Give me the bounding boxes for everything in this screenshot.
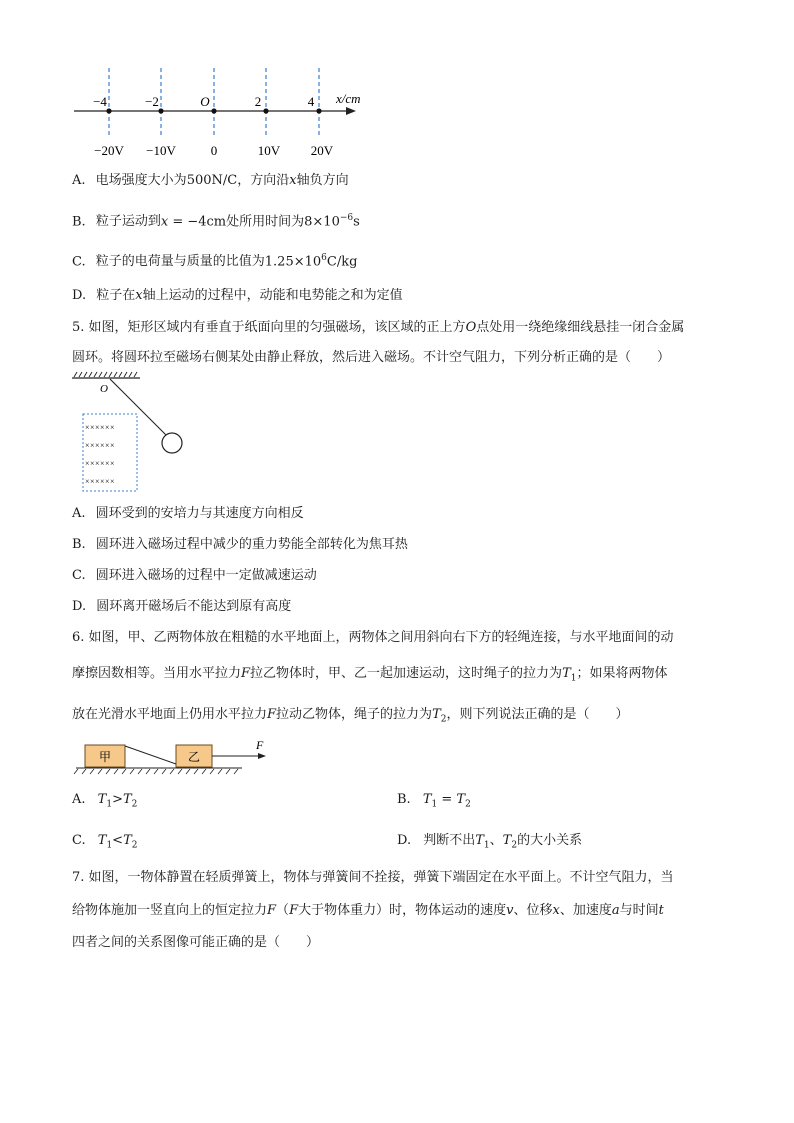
ground-hatch (74, 769, 238, 774)
q6-stem-line1 (72, 629, 674, 647)
question-number: 5. (72, 320, 85, 335)
point-o: O (465, 320, 477, 335)
potential-label: 10V (257, 143, 281, 158)
question-number: 6. (72, 630, 85, 645)
q4-option-b[interactable] (72, 209, 360, 231)
option-text: 判断不出 (423, 833, 476, 848)
ratio-base: 1.25×10 (264, 254, 322, 270)
stem-text: ；如果将两物体 (576, 666, 668, 681)
equation: = −4cm (168, 214, 227, 230)
stem-text: 圆环。将圆环拉至磁场右侧某处由静止释放，然后进入磁场。不计空气阻力，下列分析正确的是（ ） (72, 350, 671, 365)
force-f: F (289, 903, 299, 918)
block-jia-label: 甲 (98, 750, 112, 764)
stem-text: 点处用一绕绝缘细线悬挂一闭合金属 (476, 320, 685, 335)
tension-t: T (502, 833, 512, 848)
relation: > (112, 792, 123, 807)
q5-option-d[interactable] (72, 598, 291, 616)
axis-point (158, 108, 163, 113)
variable-x: x (160, 214, 169, 230)
axis-point (316, 108, 321, 113)
stem-text: 放在光滑水平地面上仍用水平拉力 (72, 707, 268, 722)
q7-stem-line3 (72, 934, 319, 952)
subscript: 2 (440, 714, 447, 725)
option-text: 圆环进入磁场过程中减少的重力势能全部转化为焦耳热 (95, 537, 408, 552)
thread (110, 379, 167, 436)
stem-text: 拉动乙物体，绳子的拉力为 (276, 707, 433, 722)
field-row: ×××××× (85, 477, 116, 486)
metal-ring (162, 433, 182, 453)
time-exponent: −6 (339, 213, 354, 223)
option-text: 电场强度大小为 (95, 173, 187, 188)
q5-stem-line2 (72, 349, 670, 367)
position-label: −4 (93, 94, 107, 109)
field-row: ×××××× (85, 423, 116, 432)
q4-option-d[interactable] (72, 287, 403, 305)
stem-text: 如图，一物体静置在轻质弹簧上，物体与弹簧间不拴接，弹簧下端固定在水平面上。不计空气阻力，当 (88, 870, 674, 885)
potential-label: 0 (210, 143, 218, 158)
option-text: 轴上运动的过程中，动能和电势能之和为定值 (142, 288, 403, 303)
question-number: 7. (72, 870, 85, 885)
subscript: 2 (131, 799, 138, 810)
option-text: 轴负方向 (296, 173, 349, 188)
q6-option-d[interactable] (397, 832, 582, 855)
field-row: ×××××× (85, 441, 116, 450)
tension-t: T (456, 792, 466, 807)
q7-stem-line2 (72, 902, 664, 920)
option-letter: D. (72, 599, 87, 614)
potential-label: 20V (310, 143, 334, 158)
ratio-unit: C/kg (326, 254, 358, 270)
origin-label: O (200, 94, 210, 109)
potential-axis-figure (60, 62, 380, 164)
option-letter: B. (397, 792, 411, 807)
pull-force-arrowhead (258, 753, 266, 759)
stem-text: 拉乙物体时，甲、乙一起加速运动，这时绳子的拉力为 (250, 666, 563, 681)
subscript: 2 (131, 840, 138, 851)
position-label: 2 (254, 94, 262, 109)
force-f: F (241, 666, 251, 681)
option-text: 粒子的电荷量与质量的比值为 (95, 254, 265, 270)
option-text: 圆环受到的安培力与其速度方向相反 (95, 506, 304, 521)
force-label: F (256, 738, 264, 752)
velocity-v: v (506, 903, 514, 918)
field-value: 500N/C (186, 173, 238, 188)
q4-option-c[interactable] (72, 249, 357, 271)
time-base: 8×10 (304, 214, 340, 230)
potential-label: −20V (94, 143, 124, 158)
tension-t: T (122, 792, 132, 807)
stem-text: 如图，矩形区域内有垂直于纸面向里的匀强磁场，该区域的正上方 (88, 320, 466, 335)
option-letter: A. (72, 173, 86, 188)
relation: = (437, 792, 457, 807)
ceiling-hatch (74, 372, 137, 377)
time-unit: s (353, 214, 360, 230)
option-text: 粒子运动到 (95, 214, 161, 230)
stem-text: 、加速度 (559, 903, 612, 918)
subscript: 1 (483, 840, 490, 851)
variable-x: x (289, 173, 297, 188)
tension-t: T (97, 833, 107, 848)
two-blocks-figure (72, 736, 272, 776)
axis-point (211, 108, 216, 113)
option-text: ，方向沿 (237, 173, 290, 188)
q6-option-b[interactable] (397, 791, 471, 814)
stem-text: 四者之间的关系图像可能正确的是（ ） (72, 935, 320, 950)
field-row: ×××××× (85, 459, 116, 468)
option-letter: A. (72, 792, 86, 807)
subscript: 2 (511, 840, 518, 851)
tension-t: T (475, 833, 484, 848)
option-text: 的大小关系 (517, 833, 583, 848)
rope (125, 746, 176, 764)
option-text: 粒子在 (96, 288, 136, 303)
q5-option-c[interactable] (72, 567, 317, 585)
option-letter: D. (72, 288, 87, 303)
variable-x: x (135, 288, 143, 303)
q6-stem-line3 (72, 706, 628, 729)
potential-label: −10V (146, 143, 176, 158)
stem-text: 摩擦因数相等。当用水平拉力 (72, 666, 242, 681)
axis-point (106, 108, 111, 113)
pivot-label: O (100, 383, 108, 395)
x-axis-arrow (346, 107, 356, 115)
q6-stem-line2 (72, 665, 667, 688)
axis-point (263, 108, 268, 113)
stem-text: 、位移 (513, 903, 553, 918)
stem-text: ，则下列说法正确的是（ ） (446, 707, 629, 722)
relation: < (112, 833, 124, 848)
q7-stem-line1 (72, 869, 674, 887)
subscript: 1 (106, 840, 113, 851)
pendulum-magnetic-field-figure (70, 370, 200, 500)
option-text: 、 (489, 833, 503, 848)
q5-option-b[interactable] (72, 536, 408, 554)
subscript: 1 (106, 799, 113, 810)
position-label: −2 (145, 94, 159, 109)
tension-t: T (432, 707, 441, 722)
axis-label: x/cm (336, 91, 361, 106)
stem-text: 与时间 (619, 903, 659, 918)
subscript: 2 (465, 799, 471, 810)
stem-text: 如图，甲、乙两物体放在粗糙的水平地面上，两物体之间用斜向右下方的轻绳连接，与水平地面间的动 (88, 630, 674, 645)
tension-t: T (562, 666, 571, 681)
tension-t: T (422, 792, 432, 807)
q5-option-a[interactable] (72, 505, 304, 523)
option-text: 圆环离开磁场后不能达到原有高度 (96, 599, 292, 614)
displacement-x: x (552, 903, 560, 918)
time-t: t (658, 903, 664, 918)
option-letter: A. (72, 506, 86, 521)
subscript: 1 (431, 799, 438, 810)
option-letter: C. (72, 254, 86, 270)
stem-text: 给物体施加一竖直向上的恒定拉力 (72, 903, 268, 918)
q6-option-c[interactable] (72, 832, 137, 855)
block-yi-label: 乙 (187, 750, 201, 764)
q4-option-a[interactable] (72, 172, 349, 190)
q5-stem-line1 (72, 319, 684, 337)
stem-text: 大于物体重力）时，物体运动的速度 (298, 903, 507, 918)
subscript: 1 (570, 673, 577, 684)
option-letter: D. (397, 833, 412, 848)
option-letter: B. (72, 214, 86, 230)
option-letter: C. (72, 568, 86, 583)
option-text: 处所用时间为 (226, 214, 305, 230)
ratio-exponent: 6 (321, 253, 327, 263)
q6-option-a[interactable] (72, 791, 137, 814)
stem-text: （ (276, 903, 290, 918)
tension-t: T (97, 792, 107, 807)
option-letter: B. (72, 537, 86, 552)
option-text: 圆环进入磁场的过程中一定做减速运动 (95, 568, 317, 583)
force-f: F (267, 903, 277, 918)
acceleration-a: a (611, 903, 620, 918)
force-f: F (267, 707, 277, 722)
tension-t: T (123, 833, 132, 848)
position-label: 4 (307, 94, 315, 109)
option-letter: C. (72, 833, 86, 848)
